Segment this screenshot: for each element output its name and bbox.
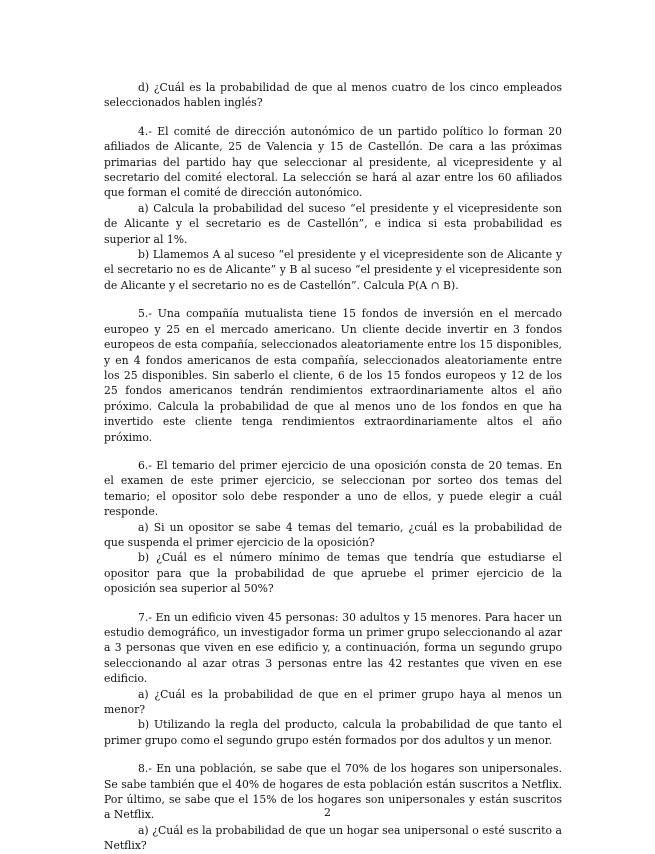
q6-part-a: a) Si un opositor se sabe 4 temas del temario, ¿cuál es la probabilidad de que suspenda el primer ejercicio de la oposición? <box>104 520 562 549</box>
q7-part-b: b) Utilizando la regla del producto, calcula la probabilidad de que tanto el primer grupo como el segundo grupo estén formados por dos adultos y un menor. <box>104 718 562 747</box>
q7-part-a: a) ¿Cuál es la probabilidad de que en el primer grupo haya al menos un menor? <box>104 687 562 717</box>
q7-statement: 7.- En un edificio viven 45 personas: 30 adultos y 15 menores. Para hacer un estudio demográfico, un investigador forma un primer grupo seleccionando al azar a 3 personas que viven en ese edificio y, a continuación, forma un segundo grupo seleccionando al azar otras 3 personas entre las 42 restantes que viven en ese edificio. <box>104 610 562 686</box>
q8-statement: 8.- En una población, se sabe que el 70% de los hogares son unipersonales. Se sabe también que el 40% de hogares de esta población están suscritos a Netflix. Por último, se sabe que el 15% de los hogares son unipersonales y están suscritos a Netflix. <box>104 762 562 822</box>
text-column <box>104 80 562 854</box>
q3-part-d: d) ¿Cuál es la probabilidad de que al menos cuatro de los cinco empleados seleccionados hablen inglés? <box>104 81 562 110</box>
q5-statement: 5.- Una compañía mutualista tiene 15 fondos de inversión en el mercado europeo y 25 en el mercado americano. Un cliente decide invertir en 3 fondos europeos de esta compañía, seleccionados aleatoriamente entre los 15 disponibles, y en 4 fondos americanos de esta compañía, seleccionados aleatoriamente entre los 25 disponibles. Sin saberlo el cliente, 6 de los 15 fondos europeos y 12 de los 25 fondos americanos tendrán rendimientos extraordinariamente altos el año próximo. Calcula la probabilidad de que al menos uno de los fondos en que ha invertido este cliente tenga rendimientos extraordinariamente altos el año próximo. <box>104 307 562 444</box>
page-number: 2 <box>324 806 331 819</box>
q4-part-b: b) Llamemos A al suceso “el presidente y el vicepresidente son de Alicante y el secretario no es de Alicante” y B al suceso “el presidente y el vicepresidente son de Alicante y el secretario no es de Castellón”. Calcula P(A ∩ B). <box>104 248 562 292</box>
q6-statement: 6.- El temario del primer ejercicio de una oposición consta de 20 temas. En el examen de este primer ejercicio, se seleccionan por sorteo dos temas del temario; el opositor solo debe responder a uno de ellos, y puede elegir a cuál responde. <box>104 458 562 519</box>
q6-part-b: b) ¿Cuál es el número mínimo de temas que tendría que estudiarse el opositor para que la probabilidad de que apruebe el primer ejercicio de la oposición sea superior al 50%? <box>104 551 562 596</box>
q8-part-a: a) ¿Cuál es la probabilidad de que un hogar sea unipersonal o esté suscrito a Netflix? <box>104 823 562 853</box>
q4-statement: 4.- El comité de dirección autonómico de un partido político lo forman 20 afiliados de Alicante, 25 de Valencia y 15 de Castellón. De cara a las próximas primarias del partido hay que seleccionar al presidente, al vicepresidente y al secretario del comité electoral. La selección se hará al azar entre los 60 afiliados que forman el comité de dirección autonómico. <box>104 124 562 200</box>
q4-part-a: a) Calcula la probabilidad del suceso “el presidente y el vicepresidente son de Alicante y el secretario es de Castellón”, e indica si esta probabilidad es superior al 1%. <box>104 201 562 246</box>
